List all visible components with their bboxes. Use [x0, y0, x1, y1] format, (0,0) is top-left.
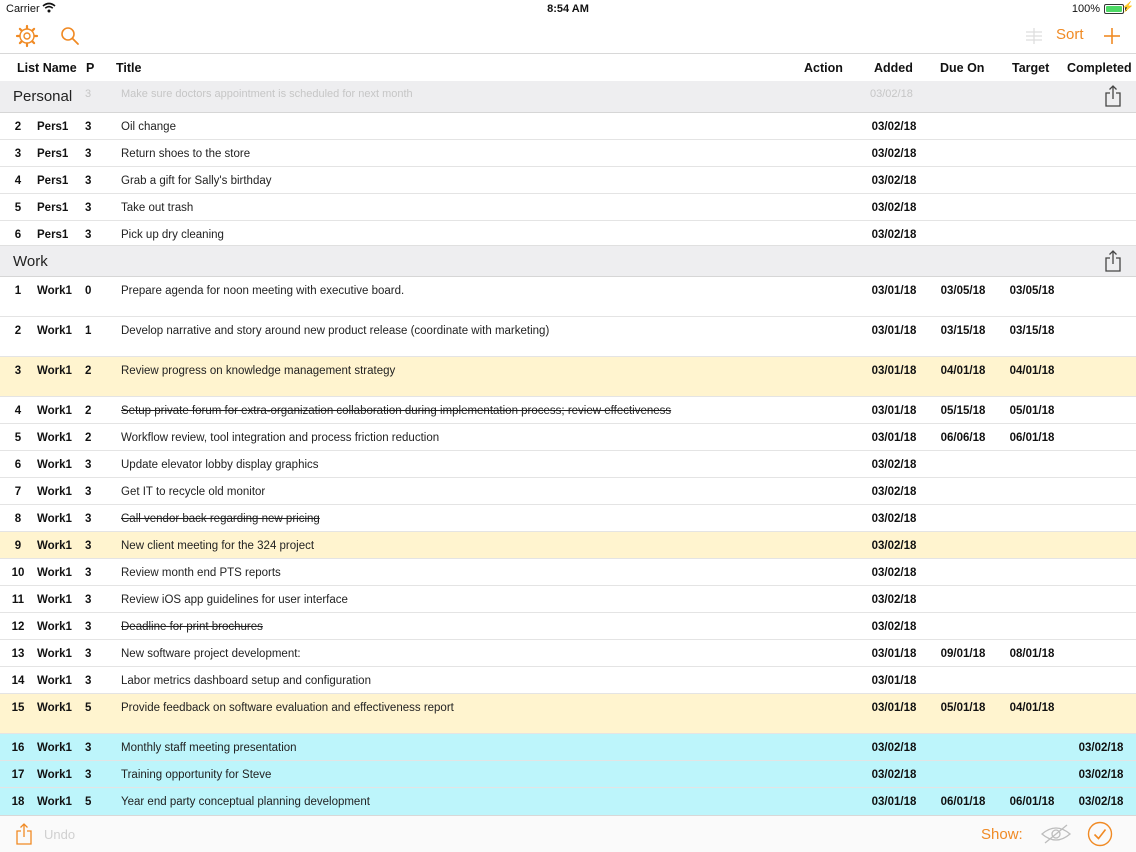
row-added: 03/01/18 [871, 432, 917, 444]
table-row[interactable] [0, 221, 1136, 245]
row-number: 18 [11, 796, 25, 808]
battery-percent: 100% [1071, 3, 1100, 15]
ghost-title: Make sure doctors appointment is scheduled for next month [121, 88, 413, 100]
row-title: Provide feedback on software evaluation and effectiveness report [121, 702, 454, 714]
row-number: 9 [14, 540, 22, 552]
row-list-name: Pers1 [37, 229, 69, 241]
row-added: 03/02/18 [871, 742, 917, 754]
row-list-name: Pers1 [37, 148, 69, 160]
ghost-priority: 3 [85, 88, 92, 100]
table-row[interactable] [0, 559, 1136, 586]
table-row[interactable] [0, 788, 1136, 815]
charging-icon: ⚡ [1121, 2, 1134, 13]
row-added: 03/02/18 [871, 121, 917, 133]
row-title: Setup private forum for extra-organization collaboration during implementation process; review effectiveness [121, 405, 672, 417]
row-title: Year end party conceptual planning development [121, 796, 370, 808]
row-title: Review progress on knowledge management strategy [121, 365, 396, 377]
row-target: 06/01/18 [1009, 796, 1055, 808]
row-list-name: Work1 [37, 513, 72, 525]
search-icon[interactable] [58, 24, 82, 48]
row-added: 03/02/18 [871, 769, 917, 781]
row-list-name: Work1 [37, 742, 72, 754]
row-due: 05/15/18 [940, 405, 986, 417]
row-number: 6 [14, 459, 22, 471]
row-added: 03/02/18 [871, 594, 917, 606]
col-title[interactable]: Title [116, 61, 142, 75]
row-number: 5 [14, 432, 22, 444]
row-priority: 3 [85, 148, 92, 160]
row-number: 15 [11, 702, 25, 714]
row-target: 05/01/18 [1009, 405, 1055, 417]
row-number: 11 [11, 594, 25, 606]
row-added: 03/02/18 [871, 148, 917, 160]
row-completed: 03/02/18 [1078, 742, 1124, 754]
section-header-personal [0, 81, 1136, 113]
ghost-added: 03/02/18 [870, 88, 913, 100]
row-number: 4 [14, 175, 22, 187]
row-due: 05/01/18 [940, 702, 986, 714]
row-added: 03/01/18 [871, 365, 917, 377]
row-due: 04/01/18 [940, 365, 986, 377]
row-number: 12 [11, 621, 25, 633]
undo-button[interactable]: Undo [44, 827, 76, 842]
row-added: 03/01/18 [871, 325, 917, 337]
row-priority: 3 [85, 594, 92, 606]
row-added: 03/02/18 [871, 513, 917, 525]
row-added: 03/02/18 [871, 202, 917, 214]
row-priority: 3 [85, 675, 92, 687]
row-list-name: Work1 [37, 702, 72, 714]
task-table [0, 81, 1136, 815]
row-number: 6 [14, 229, 22, 241]
row-title: Update elevator lobby display graphics [121, 459, 319, 471]
row-number: 17 [11, 769, 25, 781]
row-due: 03/15/18 [940, 325, 986, 337]
row-priority: 3 [85, 540, 92, 552]
table-row[interactable] [0, 167, 1136, 194]
row-added: 03/01/18 [871, 796, 917, 808]
row-number: 7 [14, 486, 22, 498]
row-added: 03/02/18 [871, 229, 917, 241]
row-title: Develop narrative and story around new product release (coordinate with marketing) [121, 325, 550, 337]
row-title: Review iOS app guidelines for user interface [121, 594, 348, 606]
row-added: 03/02/18 [871, 567, 917, 579]
table-row[interactable] [0, 424, 1136, 451]
row-completed: 03/02/18 [1078, 796, 1124, 808]
table-row[interactable] [0, 113, 1136, 140]
row-list-name: Work1 [37, 648, 72, 660]
carrier-label: Carrier [6, 3, 40, 15]
row-list-name: Work1 [37, 594, 72, 606]
row-list-name: Work1 [37, 459, 72, 471]
row-list-name: Work1 [37, 621, 72, 633]
add-icon[interactable] [1100, 24, 1124, 48]
sort-button[interactable]: Sort [1056, 26, 1084, 43]
share-icon[interactable] [1104, 250, 1122, 272]
scrolled-row-ghost [0, 88, 1136, 102]
row-list-name: Work1 [37, 675, 72, 687]
row-added: 03/01/18 [871, 285, 917, 297]
row-list-name: Work1 [37, 285, 72, 297]
row-title: Oil change [121, 121, 176, 133]
col-action[interactable]: Action [804, 61, 843, 75]
row-list-name: Work1 [37, 405, 72, 417]
table-row[interactable] [0, 140, 1136, 167]
row-number: 10 [11, 567, 25, 579]
share-icon[interactable] [15, 822, 33, 846]
row-title: Call vendor back regarding new pricing [121, 513, 320, 525]
table-row[interactable] [0, 194, 1136, 221]
row-priority: 3 [85, 486, 92, 498]
row-completed: 03/02/18 [1078, 769, 1124, 781]
row-target: 08/01/18 [1009, 648, 1055, 660]
table-row[interactable] [0, 277, 1136, 317]
row-due: 03/05/18 [940, 285, 986, 297]
row-list-name: Work1 [37, 796, 72, 808]
row-added: 03/01/18 [871, 702, 917, 714]
table-row[interactable] [0, 505, 1136, 532]
bottom-toolbar [0, 815, 1136, 852]
row-priority: 3 [85, 567, 92, 579]
row-priority: 2 [85, 405, 92, 417]
row-number: 16 [11, 742, 25, 754]
row-number: 13 [11, 648, 25, 660]
row-target: 06/01/18 [1009, 432, 1055, 444]
row-list-name: Work1 [37, 769, 72, 781]
check-circle-icon[interactable] [1087, 821, 1113, 847]
row-priority: 3 [85, 459, 92, 471]
toolbar [0, 18, 1136, 54]
row-priority: 3 [85, 621, 92, 633]
row-list-name: Pers1 [37, 121, 69, 133]
row-priority: 3 [85, 742, 92, 754]
row-added: 03/02/18 [871, 486, 917, 498]
row-title: Review month end PTS reports [121, 567, 281, 579]
list-options-icon[interactable] [1022, 24, 1046, 48]
row-priority: 3 [85, 648, 92, 660]
table-row[interactable] [0, 586, 1136, 613]
table-row[interactable] [0, 317, 1136, 357]
row-list-name: Work1 [37, 540, 72, 552]
row-list-name: Work1 [37, 567, 72, 579]
row-title: Labor metrics dashboard setup and configuration [121, 675, 371, 687]
row-added: 03/02/18 [871, 621, 917, 633]
table-row[interactable] [0, 397, 1136, 424]
table-row[interactable] [0, 478, 1136, 505]
col-added[interactable]: Added [874, 61, 913, 75]
row-due: 06/01/18 [940, 796, 986, 808]
row-added: 03/01/18 [871, 648, 917, 660]
row-list-name: Work1 [37, 365, 72, 377]
row-list-name: Work1 [37, 432, 72, 444]
row-priority: 5 [85, 796, 92, 808]
row-priority: 0 [85, 285, 92, 297]
row-priority: 3 [85, 229, 92, 241]
row-title: New software project development: [121, 648, 301, 660]
row-list-name: Work1 [37, 486, 72, 498]
row-priority: 2 [85, 365, 92, 377]
row-priority: 3 [85, 513, 92, 525]
row-priority: 3 [85, 769, 92, 781]
row-priority: 2 [85, 432, 92, 444]
row-list-name: Pers1 [37, 202, 69, 214]
table-row[interactable] [0, 761, 1136, 788]
row-target: 03/15/18 [1009, 325, 1055, 337]
row-number: 1 [14, 285, 22, 297]
table-row[interactable] [0, 532, 1136, 559]
row-added: 03/01/18 [871, 675, 917, 687]
row-number: 4 [14, 405, 22, 417]
row-number: 3 [14, 365, 22, 377]
row-number: 2 [14, 121, 22, 133]
section-title-personal: Personal [13, 88, 73, 105]
row-due: 06/06/18 [940, 432, 986, 444]
table-row[interactable] [0, 357, 1136, 397]
row-title: Return shoes to the store [121, 148, 251, 160]
row-title: Prepare agenda for noon meeting with executive board. [121, 285, 405, 297]
table-row[interactable] [0, 734, 1136, 761]
col-completed[interactable]: Completed [1067, 61, 1132, 75]
row-due: 09/01/18 [940, 648, 986, 660]
row-priority: 5 [85, 702, 92, 714]
col-priority[interactable]: P [86, 61, 95, 75]
row-priority: 1 [85, 325, 92, 337]
share-icon[interactable] [1104, 85, 1122, 107]
row-title: Monthly staff meeting presentation [121, 742, 297, 754]
row-priority: 3 [85, 175, 92, 187]
row-priority: 3 [85, 202, 92, 214]
table-row[interactable] [0, 694, 1136, 734]
table-row[interactable] [0, 640, 1136, 667]
section-header-work [0, 245, 1136, 277]
table-row[interactable] [0, 613, 1136, 640]
hidden-eye-icon[interactable] [1040, 822, 1072, 846]
column-headers [0, 55, 1136, 81]
row-added: 03/02/18 [871, 175, 917, 187]
status-time: 8:54 AM [547, 3, 589, 15]
row-target: 04/01/18 [1009, 702, 1055, 714]
row-title: Grab a gift for Sally's birthday [121, 175, 272, 187]
row-added: 03/02/18 [871, 540, 917, 552]
row-title: Training opportunity for Steve [121, 769, 272, 781]
section-title-work: Work [13, 253, 48, 270]
show-label: Show: [981, 826, 1023, 843]
row-number: 14 [11, 675, 25, 687]
row-title: New client meeting for the 324 project [121, 540, 315, 552]
row-list-name: Pers1 [37, 175, 69, 187]
row-target: 03/05/18 [1009, 285, 1055, 297]
row-title: Pick up dry cleaning [121, 229, 224, 241]
status-bar [0, 0, 1136, 18]
row-added: 03/02/18 [871, 459, 917, 471]
row-number: 8 [14, 513, 22, 525]
row-priority: 3 [85, 121, 92, 133]
table-row[interactable] [0, 667, 1136, 694]
row-title: Get IT to recycle old monitor [121, 486, 266, 498]
gear-icon[interactable] [15, 24, 39, 48]
table-row[interactable] [0, 451, 1136, 478]
row-title: Deadline for print brochures [121, 621, 263, 633]
row-list-name: Work1 [37, 325, 72, 337]
row-target: 04/01/18 [1009, 365, 1055, 377]
row-number: 5 [14, 202, 22, 214]
row-title: Workflow review, tool integration and process friction reduction [121, 432, 440, 444]
col-due-on[interactable]: Due On [940, 61, 985, 75]
row-added: 03/01/18 [871, 405, 917, 417]
col-target[interactable]: Target [1012, 61, 1050, 75]
row-title: Take out trash [121, 202, 194, 214]
row-number: 2 [14, 325, 22, 337]
col-list-name[interactable]: List Name [17, 61, 77, 75]
row-number: 3 [14, 148, 22, 160]
